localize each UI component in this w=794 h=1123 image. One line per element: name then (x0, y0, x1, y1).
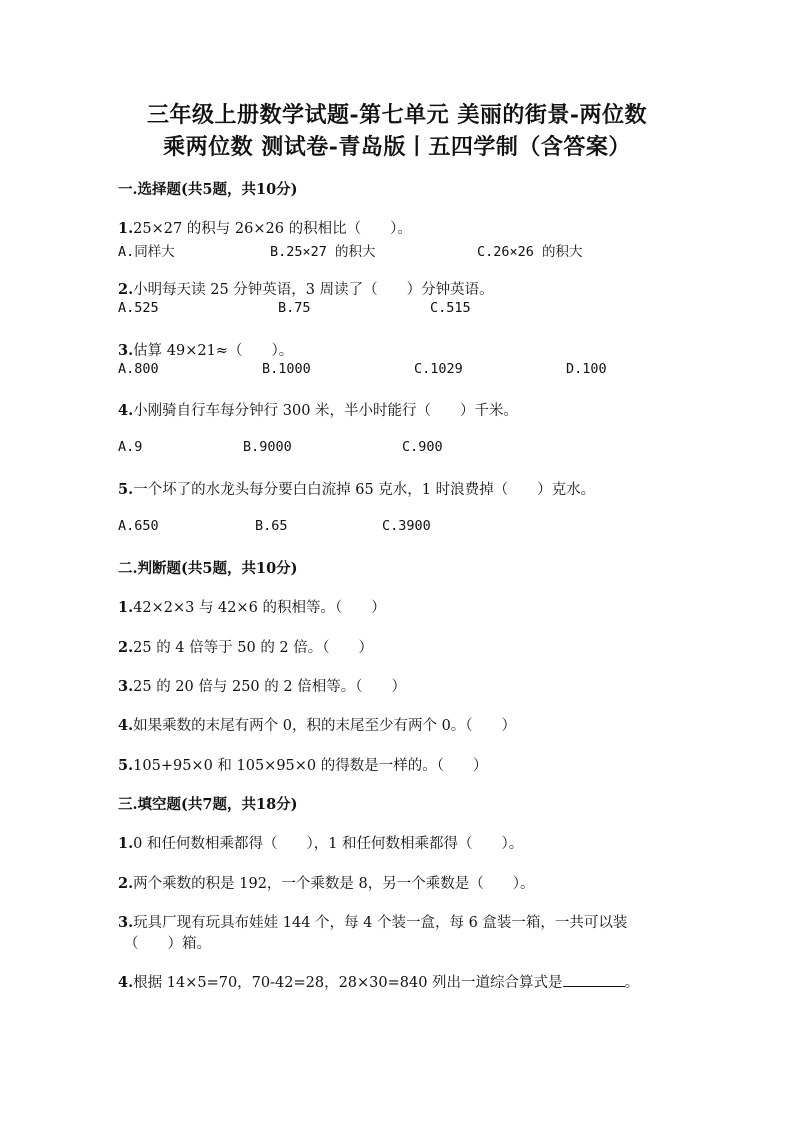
question-number: 4. (118, 717, 134, 734)
page-title-line-2: 乘两位数 测试卷-青岛版丨五四学制（含答案） (163, 134, 631, 160)
choice-question-2 (118, 278, 494, 299)
question-number: 2. (118, 281, 134, 298)
fill-question-2 (118, 872, 535, 893)
choice-question-5 (118, 478, 595, 499)
question-number: 4. (118, 402, 134, 419)
question-text: 25×27 的积与 26×26 的积相比（ ）。 (133, 221, 412, 237)
choice-1-option-a: A.同样大 (118, 244, 175, 260)
judge-question-1 (118, 596, 386, 617)
question-text: 根据 14×5=70，70-42=28，28×30=840 列出一道综合算式是 (133, 975, 563, 991)
question-text: 估算 49×21≈（ ）。 (133, 343, 294, 359)
section-heading-fill: 三.填空题(共7题，共18分) (118, 796, 298, 813)
choice-4-option-b: B.9000 (243, 439, 292, 455)
question-number: 1. (118, 220, 134, 237)
question-text-end: 。 (624, 975, 640, 991)
question-number: 3. (118, 914, 134, 931)
section-heading-judge: 二.判断题(共5题，共10分) (118, 560, 298, 577)
choice-4-option-a: A.9 (118, 439, 143, 455)
choice-2-option-b: B.75 (278, 300, 311, 316)
choice-1-option-c: C.26×26 的积大 (477, 244, 583, 260)
choice-3-option-a: A.800 (118, 361, 159, 377)
question-text: 小刚骑自行车每分钟行 300 米，半小时能行（ ）千米。 (133, 403, 519, 419)
fill-question-3 (118, 911, 627, 932)
choice-5-option-c: C.3900 (382, 518, 431, 534)
question-text: 如果乘数的末尾有两个 0，积的末尾至少有两个 0。（ ） (133, 718, 517, 734)
fill-question-3-continuation: （ ）箱。 (124, 936, 211, 952)
choice-3-option-b: B.1000 (262, 361, 311, 377)
choice-4-option-c: C.900 (402, 439, 443, 455)
choice-question-3 (118, 339, 293, 360)
judge-question-2 (118, 636, 373, 657)
judge-question-5 (118, 754, 488, 775)
choice-3-option-c: C.1029 (414, 361, 463, 377)
question-text: 两个乘数的积是 192，一个乘数是 8，另一个乘数是（ ）。 (133, 876, 535, 892)
judge-question-3 (118, 675, 406, 696)
question-number: 5. (118, 481, 134, 498)
question-number: 3. (118, 678, 134, 695)
question-text: 一个坏了的水龙头每分要白白流掉 65 克水，1 时浪费掉（ ）克水。 (133, 482, 596, 498)
answer-blank[interactable] (563, 972, 625, 987)
choice-5-option-b: B.65 (255, 518, 288, 534)
choice-5-option-a: A.650 (118, 518, 159, 534)
choice-1-option-b: B.25×27 的积大 (270, 244, 376, 260)
question-number: 1. (118, 599, 134, 616)
choice-2-option-c: C.515 (430, 300, 471, 316)
choice-3-option-d: D.100 (566, 361, 607, 377)
choice-question-4 (118, 399, 518, 420)
question-text: 25 的 20 倍与 250 的 2 倍相等。（ ） (133, 679, 406, 695)
question-text: 25 的 4 倍等于 50 的 2 倍。（ ） (133, 640, 374, 656)
question-number: 3. (118, 342, 134, 359)
page-title-line-1: 三年级上册数学试题-第七单元 美丽的街景-两位数 (147, 102, 647, 128)
judge-question-4 (118, 714, 516, 735)
question-number: 4. (118, 974, 134, 991)
question-number: 1. (118, 835, 134, 852)
question-text: 玩具厂现有玩具布娃娃 144 个，每 4 个装一盒，每 6 盒装一箱，一共可以装 (133, 915, 628, 931)
fill-question-4 (118, 971, 639, 992)
question-text: 42×2×3 与 42×6 的积相等。（ ） (133, 600, 386, 616)
question-number: 5. (118, 757, 134, 774)
question-number: 2. (118, 875, 134, 892)
section-heading-choice: 一.选择题(共5题，共10分) (118, 181, 298, 198)
question-text: 0 和任何数相乘都得（ ），1 和任何数相乘都得（ ）。 (133, 836, 524, 852)
question-text: 小明每天读 25 分钟英语，3 周读了（ ）分钟英语。 (133, 282, 494, 298)
question-text: 105+95×0 和 105×95×0 的得数是一样的。（ ） (133, 758, 488, 774)
choice-question-1 (118, 217, 412, 238)
choice-2-option-a: A.525 (118, 300, 159, 316)
question-number: 2. (118, 639, 134, 656)
fill-question-1 (118, 832, 523, 853)
